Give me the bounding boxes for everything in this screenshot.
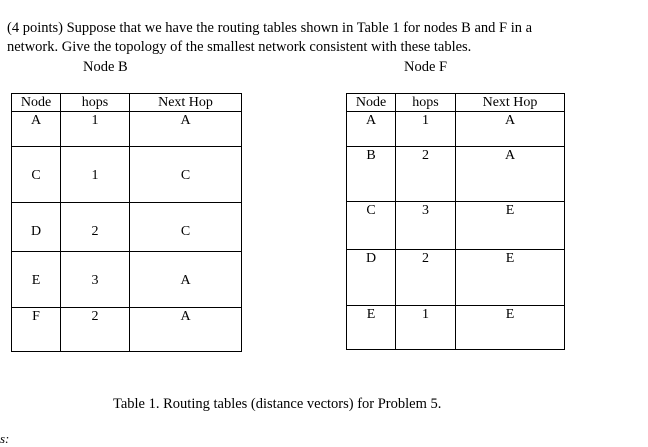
footer-fragment: s: (0, 431, 10, 446)
table-row (347, 202, 565, 250)
cell-next-hop: A (130, 112, 242, 147)
table-header-row (347, 94, 565, 112)
table-row (12, 112, 242, 147)
cell-hops: 1 (396, 306, 456, 350)
cell-hops: 1 (61, 147, 130, 203)
cell-node: F (12, 308, 61, 352)
cell-node: C (347, 202, 396, 250)
cell-next-hop: C (130, 203, 242, 252)
node-f-routing-table (346, 93, 565, 350)
cell-node: E (12, 252, 61, 308)
table-row (12, 203, 242, 252)
cell-hops: 2 (61, 203, 130, 252)
table-caption: Table 1. Routing tables (distance vectors) for Problem 5. (113, 396, 442, 412)
cell-next-hop: E (456, 306, 565, 350)
cell-hops: 1 (396, 112, 456, 147)
table-row (12, 252, 242, 308)
header-next-hop: Next Hop (456, 94, 565, 112)
table-row (12, 308, 242, 352)
cell-node: D (347, 250, 396, 306)
cell-hops: 2 (61, 308, 130, 352)
node-b-label: Node B (83, 59, 128, 75)
problem-line-1: (4 points) Suppose that we have the routing tables shown in Table 1 for nodes B and F in a (7, 20, 533, 36)
header-hops: hops (61, 94, 130, 112)
cell-node: E (347, 306, 396, 350)
table-row (347, 147, 565, 202)
cell-hops: 2 (396, 147, 456, 202)
cell-node: A (12, 112, 61, 147)
cell-next-hop: E (456, 202, 565, 250)
header-node: Node (12, 94, 61, 112)
cell-hops: 2 (396, 250, 456, 306)
header-next-hop: Next Hop (130, 94, 242, 112)
table-header-row (12, 94, 242, 112)
table-row (347, 250, 565, 306)
cell-next-hop: E (456, 250, 565, 306)
problem-line-2: network. Give the topology of the smallest network consistent with these tables. (7, 39, 472, 55)
cell-hops: 3 (396, 202, 456, 250)
cell-hops: 1 (61, 112, 130, 147)
table-row (347, 112, 565, 147)
node-b-routing-table (11, 93, 242, 352)
header-hops: hops (396, 94, 456, 112)
node-f-label: Node F (404, 59, 448, 75)
cell-node: A (347, 112, 396, 147)
header-node: Node (347, 94, 396, 112)
table-row (347, 306, 565, 350)
cell-node: B (347, 147, 396, 202)
table-row (12, 147, 242, 203)
cell-node: D (12, 203, 61, 252)
cell-next-hop: A (130, 308, 242, 352)
cell-next-hop: A (456, 112, 565, 147)
cell-node: C (12, 147, 61, 203)
cell-next-hop: A (130, 252, 242, 308)
cell-next-hop: A (456, 147, 565, 202)
cell-next-hop: C (130, 147, 242, 203)
cell-hops: 3 (61, 252, 130, 308)
